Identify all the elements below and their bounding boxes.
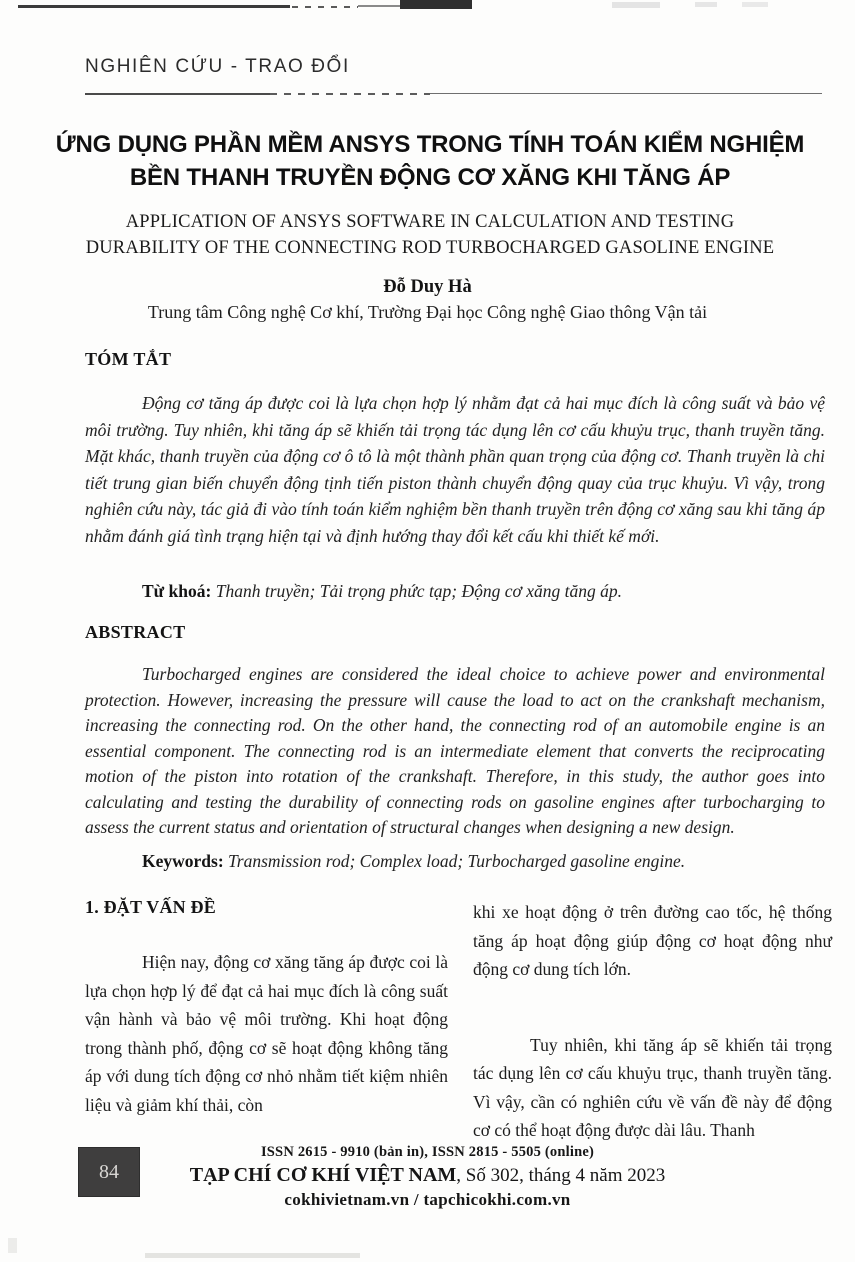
article-title-en-line1: APPLICATION OF ANSYS SOFTWARE IN CALCULATION AND TESTING bbox=[125, 212, 735, 232]
abstract-vi-body: Động cơ tăng áp được coi là lựa chọn hợp lý nhằm đạt cả hai mục đích là công suất và bảo vệ môi trường. Tuy nhiên, khi tăng áp sẽ khiến tải trọng tác dụng lên cơ cấu khuỷu trục, thanh truyền tăng. Mặt khác, thanh truyền của động cơ ô tô là một thành phần quan trọng của động cơ. Thanh truyền là chi tiết trung gian biến chuyển động tịnh tiến piston thành chuyển động quay của trục khuỷu. Vì vậy, trong nghiên cứu này, tác giả đi vào tính toán kiểm nghiệm bền thanh truyền trên động cơ xăng sau khi tăng áp nhằm đánh giá tình trạng hiện tại và định hướng thay đổi kết cấu khi thiết kế mới. bbox=[85, 393, 825, 546]
scan-artifact-top-bar bbox=[400, 0, 472, 9]
article-title-vi-line1: ỨNG DỤNG PHẦN MỀM ANSYS TRONG TÍNH TOÁN KIỂM NGHIỆM bbox=[55, 131, 805, 158]
footer-issn: ISSN 2615 - 9910 (bản in), ISSN 2815 - 5505 (online) bbox=[260, 1144, 595, 1160]
rule-segment bbox=[85, 93, 270, 95]
rule-segment-dashed bbox=[270, 93, 430, 95]
intro-paragraph-right-2: Tuy nhiên, khi tăng áp sẽ khiến tải trọng tác dụng lên cơ cấu khuỷu trục, thanh truyền tăng. Vì vậy, cần có nghiên cứu về vấn đề này để động cơ có thể hoạt động được dài lâu. Thanh bbox=[473, 1034, 832, 1140]
intro-section-heading: 1. ĐẶT VẤN ĐỀ bbox=[85, 897, 216, 917]
author-name: Đỗ Duy Hà bbox=[383, 277, 472, 297]
article-title-vi-line2: BỀN THANH TRUYỀN ĐỘNG CƠ XĂNG KHI TĂNG ÁP bbox=[129, 164, 731, 191]
article-title-en bbox=[20, 209, 840, 261]
scan-artifact-bottom-smudge bbox=[145, 1253, 360, 1258]
scan-artifact-top-dashes bbox=[292, 6, 358, 8]
scan-artifact-bottom-left bbox=[8, 1238, 17, 1253]
scan-artifact-top-line bbox=[18, 5, 290, 8]
article-title-en-line2: DURABILITY OF THE CONNECTING ROD TURBOCHARGED GASOLINE ENGINE bbox=[85, 238, 775, 258]
keywords-vi-text: Thanh truyền; Tải trọng phức tạp; Động cơ xăng tăng áp. bbox=[215, 581, 623, 601]
keywords-vi bbox=[85, 581, 855, 602]
kicker-rule bbox=[85, 92, 822, 95]
footer-journal-line bbox=[60, 1164, 795, 1187]
keywords-vi-label: Từ khoá: bbox=[142, 581, 212, 601]
intro-paragraph-right-1: khi xe hoạt động ở trên đường cao tốc, hệ thống tăng áp hoạt động giúp động cơ hoạt động như động cơ dung tích lớn. bbox=[473, 902, 832, 979]
page-number: 84 bbox=[99, 1160, 119, 1183]
keywords-en-text: Transmission rod; Complex load; Turbocharged gasoline engine. bbox=[228, 851, 686, 871]
journal-issue-info: , Số 302, tháng 4 năm 2023 bbox=[456, 1165, 666, 1186]
scan-artifact-top-line-faint bbox=[358, 5, 402, 7]
article-title-vi bbox=[30, 128, 830, 194]
author-affiliation: Trung tâm Công nghệ Cơ khí, Trường Đại học Công nghệ Giao thông Vận tải bbox=[147, 302, 708, 322]
footer-urls: cokhivietnam.vn / tapchicokhi.com.vn bbox=[284, 1190, 571, 1209]
abstract-vi-heading: TÓM TẮT bbox=[85, 349, 172, 369]
body-column-right bbox=[473, 898, 832, 1145]
abstract-en-body: Turbocharged engines are considered the ideal choice to achieve power and environmental protection. However, increasing the pressure will cause the load to act on the crankshaft mechanism, increasing the connecting rod. On the other hand, the connecting rod of an automobile engine is an essential component. The connecting rod is an intermediate element that converts the reciprocating motion of the piston into rotation of the crankshaft. Therefore, in this study, the author goes into calculating and testing the durability of connecting rods on gasoline engines after turbocharging to assess the current status and orientation of structural changes when designing a new design. bbox=[85, 664, 825, 837]
keywords-en-label: Keywords: bbox=[142, 851, 224, 871]
scan-artifact-smudge bbox=[742, 2, 768, 7]
scan-artifact-smudge bbox=[695, 2, 717, 7]
abstract-en-heading: ABSTRACT bbox=[85, 622, 186, 642]
section-kicker: NGHIÊN CỨU - TRAO ĐỔI bbox=[85, 56, 350, 77]
body-column-left bbox=[85, 895, 448, 1119]
scan-artifact-smudge bbox=[612, 2, 660, 8]
journal-name: TẠP CHÍ CƠ KHÍ VIỆT NAM bbox=[189, 1164, 457, 1186]
keywords-en bbox=[85, 851, 855, 872]
rule-segment bbox=[430, 93, 822, 95]
footer bbox=[60, 1144, 795, 1210]
intro-paragraph-left: Hiện nay, động cơ xăng tăng áp được coi là lựa chọn hợp lý để đạt cả hai mục đích là công suất vận hành và bảo vệ môi trường. Khi hoạt động trong thành phố, động cơ sẽ hoạt động không tăng áp với dung tích động cơ nhỏ nhằm tiết kiệm nhiên liệu và giảm khí thải, còn bbox=[85, 952, 448, 1115]
